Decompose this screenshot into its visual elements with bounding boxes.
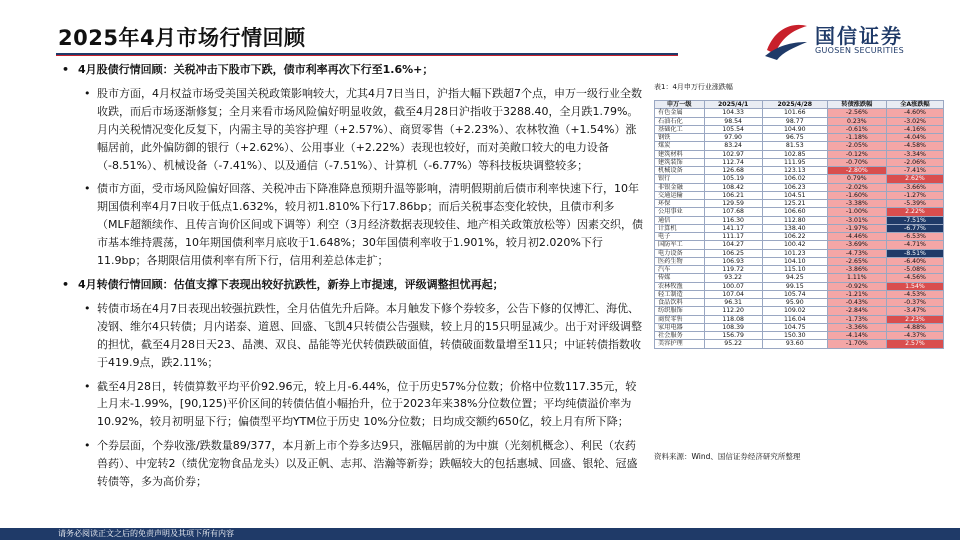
index-value-cell: 98.77 xyxy=(762,117,827,125)
industry-name-cell: 机械设备 xyxy=(655,167,705,175)
bullet-bond-market: • 债市方面，受市场风险偏好回落、关税冲击下降准降息预期升温等影响，清明假期前后债市利率快速下行，10年期国债利率4月7日收于低点1.632%，较月初1.810%下行17.86bp；而后关税事态变化较快，且债市利多（MLF超额续作、且传言询价区间或下调等）利空（3月经济数据表现较佳、地产相关政策放松等）因素交织，债市基本维持震荡，10年期国债利率月底收于1.648%；30年国债利率收于1.901%，较月初2.020%下行11.9bp；各期限信用债利率有所下行，信用利差总体走扩； xyxy=(62,180,644,270)
a-share-change-cell: -7.51% xyxy=(886,216,943,224)
bond-change-cell: -3.01% xyxy=(827,216,886,224)
index-value-cell: 93.22 xyxy=(704,274,762,282)
industry-name-cell: 传媒 xyxy=(655,274,705,282)
a-share-change-cell: -3.02% xyxy=(886,117,943,125)
bullet-stock-market: • 股市方面，4月权益市场受美国关税政策影响较大，尤其4月7日当日，沪指大幅下跌超7个点，申万一级行业全数收跌，而后市场逐渐修复；全月来看市场风险偏好明显收敛，截至4月28日沪指收于3288.40，全月跌1.79%。月内关税情况变化反复下，内需主导的美容护理（+2.57%）、商贸零售（+2.23%）、农林牧渔（+1.54%）涨幅居前，此外偏防御的银行（+2.62%）、公用事业（+2.22%）表现也较好，而对美敞口较大的电力设备（-8.51%）、机械设备（-7.41%）、以及通信（-7.51%）、计算机（-6.77%）等科技板块调整较多； xyxy=(62,85,644,175)
bond-change-cell: -0.12% xyxy=(827,150,886,158)
table-row xyxy=(655,290,944,298)
industry-name-cell: 石油石化 xyxy=(655,117,705,125)
index-value-cell: 102.85 xyxy=(762,150,827,158)
main-content xyxy=(62,61,644,491)
index-value-cell: 93.60 xyxy=(762,340,827,348)
index-value-cell: 106.60 xyxy=(762,208,827,216)
index-value-cell: 115.10 xyxy=(762,266,827,274)
index-value-cell: 106.23 xyxy=(762,183,827,191)
a-share-change-cell: -4.56% xyxy=(886,274,943,282)
index-value-cell: 116.30 xyxy=(704,216,762,224)
bond-change-cell: 0.79% xyxy=(827,175,886,183)
index-value-cell: 106.93 xyxy=(704,257,762,265)
industry-name-cell: 非银金融 xyxy=(655,183,705,191)
index-value-cell: 105.19 xyxy=(704,175,762,183)
bullet-individual-bonds: • 个券层面，个券收涨/跌数量89/377，本月新上市个券多达9只，涨幅居前的为中旗（光刻机概念）、利民（农药兽药）、中宠转2（绩优宠物食品龙头）以及正帆、志邦、浩瀚等新券；跌幅较大的包括惠城、回盛、银轮、冠盛转债等，多为高价券； xyxy=(62,437,644,491)
index-value-cell: 112.20 xyxy=(704,307,762,315)
index-value-cell: 138.40 xyxy=(762,224,827,232)
table-row xyxy=(655,224,944,232)
a-share-change-cell: -4.04% xyxy=(886,134,943,142)
a-share-change-cell: -4.16% xyxy=(886,125,943,133)
a-share-change-cell: -6.40% xyxy=(886,257,943,265)
index-value-cell: 98.54 xyxy=(704,117,762,125)
index-value-cell: 96.75 xyxy=(762,134,827,142)
bullet-convertible-market: • 转债市场在4月7日表现出较强抗跌性，全月估值先升后降。本月触发下修个券较多，公告下修的仅博汇、海优、凌钢、维尔4只转债；月内诺泰、道恩、回盛、飞凯4只转债公告强赎，较上月的15只明显减少。出于对评级调整的担忧，截至4月28日天23、晶澳、双良、晶能等光伏转债跌破面值，转债破面数量增至11只；中证转债指数收于419.9点，跌2.11%； xyxy=(62,300,644,372)
column-header: 全A涨跌幅 xyxy=(886,101,943,109)
table-row xyxy=(655,282,944,290)
index-value-cell: 106.02 xyxy=(762,175,827,183)
section-heading-convertibles: • 4月转债行情回顾：估值支撑下表现出较好抗跌性，新券上市提速，评级调整担忧再起； xyxy=(62,276,644,294)
a-share-change-cell: -4.88% xyxy=(886,323,943,331)
column-header: 2025/4/1 xyxy=(704,101,762,109)
industry-name-cell: 建筑装饰 xyxy=(655,158,705,166)
index-value-cell: 99.15 xyxy=(762,282,827,290)
index-value-cell: 100.42 xyxy=(762,241,827,249)
index-value-cell: 105.54 xyxy=(704,125,762,133)
column-header: 2025/4/28 xyxy=(762,101,827,109)
industry-name-cell: 通信 xyxy=(655,216,705,224)
logo-name: 国信证券 xyxy=(815,24,903,48)
page-title: 2025年4月市场行情回顾 xyxy=(58,26,306,50)
a-share-change-cell: -4.37% xyxy=(886,332,943,340)
bond-change-cell: -2.65% xyxy=(827,257,886,265)
index-value-cell: 94.25 xyxy=(762,274,827,282)
index-value-cell: 106.21 xyxy=(704,191,762,199)
a-share-change-cell: -3.66% xyxy=(886,183,943,191)
index-value-cell: 123.13 xyxy=(762,167,827,175)
bond-change-cell: -0.43% xyxy=(827,299,886,307)
bond-change-cell: -2.80% xyxy=(827,167,886,175)
a-share-change-cell: 2.23% xyxy=(886,315,943,323)
industry-name-cell: 建筑材料 xyxy=(655,150,705,158)
logo-emblem-icon xyxy=(763,20,809,60)
table-row xyxy=(655,340,944,348)
table-row xyxy=(655,299,944,307)
a-share-change-cell: -2.06% xyxy=(886,158,943,166)
disclaimer-text: 请务必阅读正文之后的免责声明及其项下所有内容 xyxy=(58,529,234,538)
a-share-change-cell: 2.62% xyxy=(886,175,943,183)
index-value-cell: 156.79 xyxy=(704,332,762,340)
a-share-change-cell: -6.53% xyxy=(886,233,943,241)
industry-name-cell: 商贸零售 xyxy=(655,315,705,323)
index-value-cell: 95.22 xyxy=(704,340,762,348)
index-value-cell: 95.90 xyxy=(762,299,827,307)
table-caption: 表1：4月申万行业涨跌幅 xyxy=(654,83,733,91)
table-row xyxy=(655,249,944,257)
industry-name-cell: 银行 xyxy=(655,175,705,183)
a-share-change-cell: -5.39% xyxy=(886,200,943,208)
bond-change-cell: -1.18% xyxy=(827,134,886,142)
index-value-cell: 104.75 xyxy=(762,323,827,331)
table-row xyxy=(655,257,944,265)
bond-change-cell: -1.73% xyxy=(827,315,886,323)
bond-change-cell: -3.69% xyxy=(827,241,886,249)
table-row xyxy=(655,332,944,340)
industry-name-cell: 钢铁 xyxy=(655,134,705,142)
a-share-change-cell: -7.41% xyxy=(886,167,943,175)
a-share-change-cell: -0.37% xyxy=(886,299,943,307)
column-header: 申万一级 xyxy=(655,101,705,109)
index-value-cell: 107.04 xyxy=(704,290,762,298)
industry-name-cell: 计算机 xyxy=(655,224,705,232)
index-value-cell: 106.22 xyxy=(762,233,827,241)
bond-change-cell: -1.60% xyxy=(827,191,886,199)
footer-bar xyxy=(0,528,960,540)
index-value-cell: 109.02 xyxy=(762,307,827,315)
bond-change-cell: -1.70% xyxy=(827,340,886,348)
bond-change-cell: -2.56% xyxy=(827,109,886,117)
table-row xyxy=(655,142,944,150)
table-row xyxy=(655,233,944,241)
a-share-change-cell: -3.34% xyxy=(886,150,943,158)
bond-change-cell: -3.36% xyxy=(827,323,886,331)
index-value-cell: 111.95 xyxy=(762,158,827,166)
bond-change-cell: -2.05% xyxy=(827,142,886,150)
index-value-cell: 116.04 xyxy=(762,315,827,323)
table-row xyxy=(655,315,944,323)
index-value-cell: 104.33 xyxy=(704,109,762,117)
industry-name-cell: 美容护理 xyxy=(655,340,705,348)
industry-name-cell: 汽车 xyxy=(655,266,705,274)
index-value-cell: 129.59 xyxy=(704,200,762,208)
bond-change-cell: -1.97% xyxy=(827,224,886,232)
table-header-row xyxy=(655,101,944,109)
a-share-change-cell: -1.27% xyxy=(886,191,943,199)
data-source-note: 资料来源：Wind、国信证券经济研究所整理 xyxy=(654,452,801,461)
bond-change-cell: -1.21% xyxy=(827,290,886,298)
index-value-cell: 112.80 xyxy=(762,216,827,224)
table-row xyxy=(655,117,944,125)
bond-change-cell: -4.46% xyxy=(827,233,886,241)
index-value-cell: 100.07 xyxy=(704,282,762,290)
index-value-cell: 107.68 xyxy=(704,208,762,216)
bond-change-cell: -1.00% xyxy=(827,208,886,216)
a-share-change-cell: -4.53% xyxy=(886,290,943,298)
company-logo xyxy=(763,18,933,62)
industry-name-cell: 轻工制造 xyxy=(655,290,705,298)
index-value-cell: 119.72 xyxy=(704,266,762,274)
table-row xyxy=(655,323,944,331)
industry-name-cell: 国防军工 xyxy=(655,241,705,249)
index-value-cell: 112.74 xyxy=(704,158,762,166)
table-row xyxy=(655,241,944,249)
industry-name-cell: 有色金属 xyxy=(655,109,705,117)
bond-change-cell: -3.38% xyxy=(827,200,886,208)
bond-change-cell: -2.84% xyxy=(827,307,886,315)
a-share-change-cell: -5.08% xyxy=(886,266,943,274)
industry-name-cell: 环保 xyxy=(655,200,705,208)
table-row xyxy=(655,307,944,315)
table-row xyxy=(655,208,944,216)
index-value-cell: 141.17 xyxy=(704,224,762,232)
industry-name-cell: 农林牧渔 xyxy=(655,282,705,290)
index-value-cell: 102.97 xyxy=(704,150,762,158)
bond-change-cell: 1.11% xyxy=(827,274,886,282)
bond-change-cell: -2.02% xyxy=(827,183,886,191)
index-value-cell: 81.53 xyxy=(762,142,827,150)
index-value-cell: 96.31 xyxy=(704,299,762,307)
industry-name-cell: 电子 xyxy=(655,233,705,241)
index-value-cell: 125.21 xyxy=(762,200,827,208)
index-value-cell: 108.39 xyxy=(704,323,762,331)
table-row xyxy=(655,200,944,208)
index-value-cell: 108.42 xyxy=(704,183,762,191)
table-row xyxy=(655,266,944,274)
index-value-cell: 126.68 xyxy=(704,167,762,175)
table-row xyxy=(655,158,944,166)
index-value-cell: 118.08 xyxy=(704,315,762,323)
table-row xyxy=(655,274,944,282)
a-share-change-cell: 1.54% xyxy=(886,282,943,290)
a-share-change-cell: -3.47% xyxy=(886,307,943,315)
industry-name-cell: 公用事业 xyxy=(655,208,705,216)
logo-subtitle: GUOSEN SECURITIES xyxy=(815,46,904,55)
bond-change-cell: -3.86% xyxy=(827,266,886,274)
table-row xyxy=(655,125,944,133)
industry-performance-table xyxy=(654,100,944,349)
index-value-cell: 97.90 xyxy=(704,134,762,142)
bond-change-cell: -0.70% xyxy=(827,158,886,166)
bond-change-cell: -0.92% xyxy=(827,282,886,290)
index-value-cell: 101.23 xyxy=(762,249,827,257)
index-value-cell: 111.17 xyxy=(704,233,762,241)
a-share-change-cell: -4.60% xyxy=(886,109,943,117)
table-row xyxy=(655,150,944,158)
a-share-change-cell: -6.77% xyxy=(886,224,943,232)
title-divider-accent xyxy=(56,55,678,56)
industry-name-cell: 电力设备 xyxy=(655,249,705,257)
section-heading-stocks-bonds: • 4月股债行情回顾：关税冲击下股市下跌，债市利率再次下行至1.6%+； xyxy=(62,61,644,79)
index-value-cell: 104.51 xyxy=(762,191,827,199)
industry-name-cell: 食品饮料 xyxy=(655,299,705,307)
index-value-cell: 105.74 xyxy=(762,290,827,298)
index-value-cell: 150.30 xyxy=(762,332,827,340)
table-row xyxy=(655,183,944,191)
industry-name-cell: 基础化工 xyxy=(655,125,705,133)
a-share-change-cell: -8.51% xyxy=(886,249,943,257)
table-row xyxy=(655,167,944,175)
table-row xyxy=(655,216,944,224)
bond-change-cell: -4.73% xyxy=(827,249,886,257)
column-header: 转债涨跌幅 xyxy=(827,101,886,109)
table-row xyxy=(655,175,944,183)
industry-name-cell: 纺织服饰 xyxy=(655,307,705,315)
industry-name-cell: 家用电器 xyxy=(655,323,705,331)
table-row xyxy=(655,191,944,199)
a-share-change-cell: -4.58% xyxy=(886,142,943,150)
table-row xyxy=(655,134,944,142)
index-value-cell: 104.90 xyxy=(762,125,827,133)
industry-name-cell: 交通运输 xyxy=(655,191,705,199)
a-share-change-cell: -4.71% xyxy=(886,241,943,249)
a-share-change-cell: 2.57% xyxy=(886,340,943,348)
index-value-cell: 83.24 xyxy=(704,142,762,150)
bond-change-cell: -4.14% xyxy=(827,332,886,340)
a-share-change-cell: 2.22% xyxy=(886,208,943,216)
industry-name-cell: 医药生物 xyxy=(655,257,705,265)
index-value-cell: 101.66 xyxy=(762,109,827,117)
bond-change-cell: 0.23% xyxy=(827,117,886,125)
index-value-cell: 104.10 xyxy=(762,257,827,265)
index-value-cell: 106.25 xyxy=(704,249,762,257)
industry-name-cell: 煤炭 xyxy=(655,142,705,150)
industry-name-cell: 社会服务 xyxy=(655,332,705,340)
index-value-cell: 104.27 xyxy=(704,241,762,249)
bond-change-cell: -0.61% xyxy=(827,125,886,133)
table-row xyxy=(655,109,944,117)
bullet-convertible-valuation: • 截至4月28日，转债算数平均平价92.96元，较上月-6.44%，位于历史57%分位数；价格中位数117.35元，较上月末-1.99%，[90,125)平价区间的转债估值小幅抬升，位于2023年来38%分位数位置；平均纯债溢价率为10.92%，较月初明显下行；偏债型平均YTM位于历史 10%分位数；日均成交额约650亿，较上月有所下降； xyxy=(62,378,644,432)
